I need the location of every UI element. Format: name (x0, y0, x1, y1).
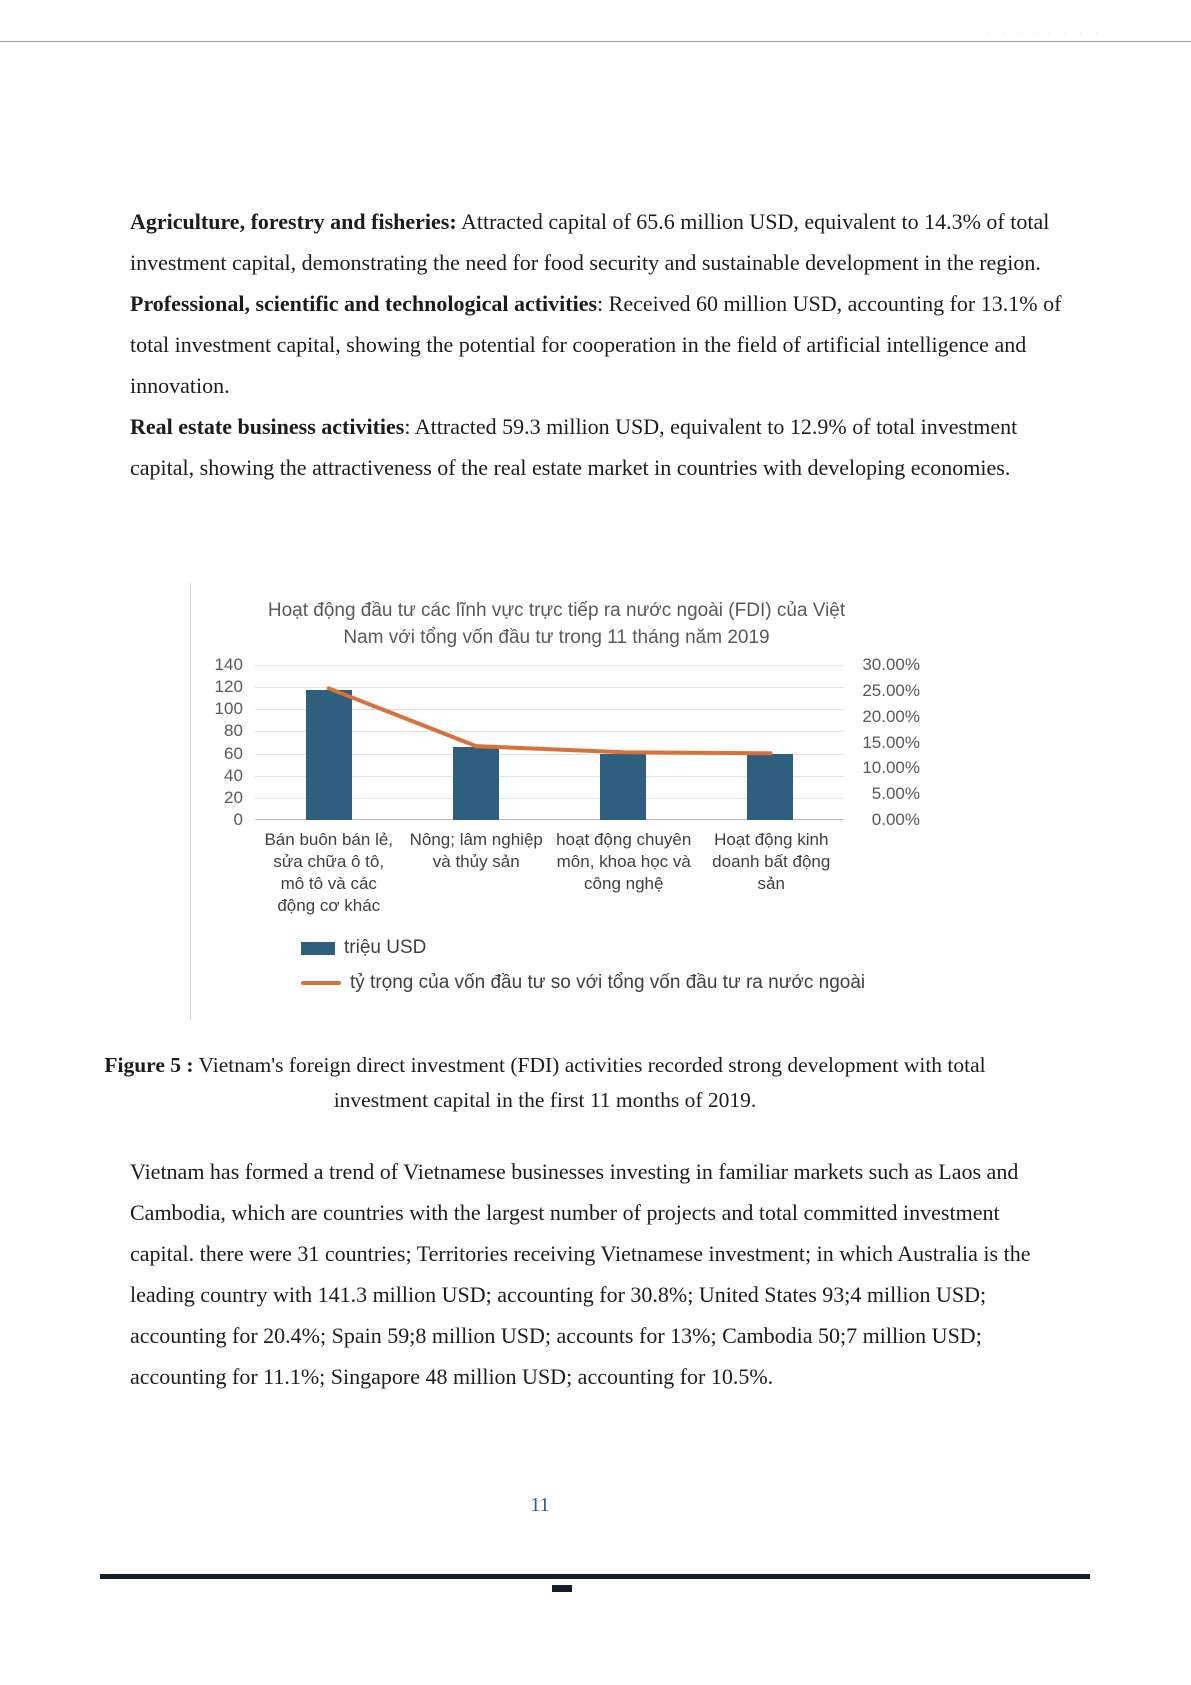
right-axis-tick: 15.00% (862, 732, 920, 752)
body-text-block (130, 201, 1063, 488)
paragraph-real-estate (130, 406, 1063, 488)
chart-legend (191, 937, 922, 994)
trend-line (255, 665, 844, 820)
legend-line-label: tỷ trọng của vốn đầu tư so với tổng vốn đầu tư ra nước ngoài (350, 972, 866, 993)
right-axis-tick: 20.00% (862, 706, 920, 726)
left-axis-tick: 120 (214, 677, 243, 697)
right-axis (844, 655, 922, 829)
paragraph-professional (130, 283, 1063, 406)
paragraph-investment-trend-body: Vietnam has formed a trend of Vietnamese businesses investing in familiar markets such as Laos and Cambodia, which are countries with the largest number of projects and total committed investment capital. there were 31 countries; Territories receiving Vietnamese investment; in which Australia is the leading country with 141.3 million USD; accounting for 30.8%; United States 93;4 million USD; accounting for 20.4%; Spain 59;8 million USD; accounts for 13%; Cambodia 50;7 million USD; accounting for 11.1%; Singapore 48 million USD; accounting for 10.5%. (130, 1159, 1031, 1389)
figure-caption (85, 1048, 1005, 1118)
left-axis-tick: 60 (223, 743, 243, 763)
legend-bar-label: triệu USD (344, 937, 427, 958)
fdi-chart-figure (190, 583, 922, 1020)
body-text-block-2 (130, 1151, 1063, 1397)
figure-caption-text: Vietnam's foreign direct investment (FDI) activities recorded strong development with total investment capital in the first 11 months of 2019. (193, 1053, 986, 1112)
footer-bar (100, 1574, 1090, 1579)
left-axis (191, 655, 255, 829)
legend-item-line (301, 972, 922, 994)
x-axis-label: hoạt động chuyên môn, khoa học và công nghệ (556, 830, 692, 893)
paragraph-agriculture-lead: Agriculture, forestry and fisheries: (130, 209, 457, 234)
x-axis-labels (255, 829, 845, 917)
legend-item-bar (301, 937, 922, 959)
right-axis-tick: 5.00% (871, 784, 920, 804)
figure-caption-label: Figure 5 : (104, 1053, 194, 1077)
page-number: 11 (530, 1494, 550, 1516)
left-axis-tick: 40 (223, 765, 243, 785)
left-axis-tick: 80 (223, 721, 243, 741)
right-axis-tick: 25.00% (862, 680, 920, 700)
left-axis-tick: 100 (214, 699, 243, 719)
footer-mark (552, 1585, 572, 1592)
right-axis-tick: 10.00% (862, 758, 920, 778)
trend-line-path (329, 688, 771, 753)
x-axis-label: Bán buôn bán lẻ, sửa chữa ô tô, mô tô và các động cơ khác (264, 830, 394, 915)
paragraph-agriculture-body: Attracted capital of 65.6 million USD, equivalent to 14.3% of total investment capital, demonstrating the need for food security and sustainable development in the region. (130, 209, 1050, 275)
paragraph-real-estate-lead: Real estate business activities (130, 414, 405, 439)
left-axis-tick: 140 (214, 655, 243, 674)
left-axis-tick: 20 (223, 787, 243, 807)
paragraph-agriculture (130, 201, 1063, 283)
top-right-marks: · · · · · · · · (986, 28, 1103, 38)
line-swatch-icon (301, 981, 341, 985)
plot-area (255, 665, 844, 820)
x-axis-label: Hoạt động kinh doanh bất động sản (712, 830, 831, 893)
right-axis-tick: 30.00% (862, 655, 920, 674)
right-axis-tick: 0.00% (871, 810, 920, 829)
top-rule (0, 41, 1191, 42)
paragraph-professional-body: : Received 60 million USD, accounting for 13.1% of total investment capital, showing the potential for cooperation in the field of artificial intelligence and innovation. (130, 291, 1062, 398)
chart-plot-region (191, 655, 922, 829)
x-axis-label: Nông; lâm nghiệp và thủy sản (409, 830, 543, 871)
left-axis-tick: 0 (233, 810, 243, 829)
paragraph-real-estate-body: : Attracted 59.3 million USD, equivalent to 12.9% of total investment capital, showing the attractiveness of the real estate market in countries with developing economies. (130, 414, 1018, 480)
paragraph-professional-lead: Professional, scientific and technological activities (130, 291, 598, 316)
bar-swatch-icon (301, 942, 335, 955)
chart-title: Hoạt động đầu tư các lĩnh vực trực tiếp ra nước ngoài (FDI) của Việt Nam với tổng vốn đầu tư trong 11 tháng năm 2019 (267, 600, 846, 648)
paragraph-investment-trend (130, 1151, 1063, 1397)
